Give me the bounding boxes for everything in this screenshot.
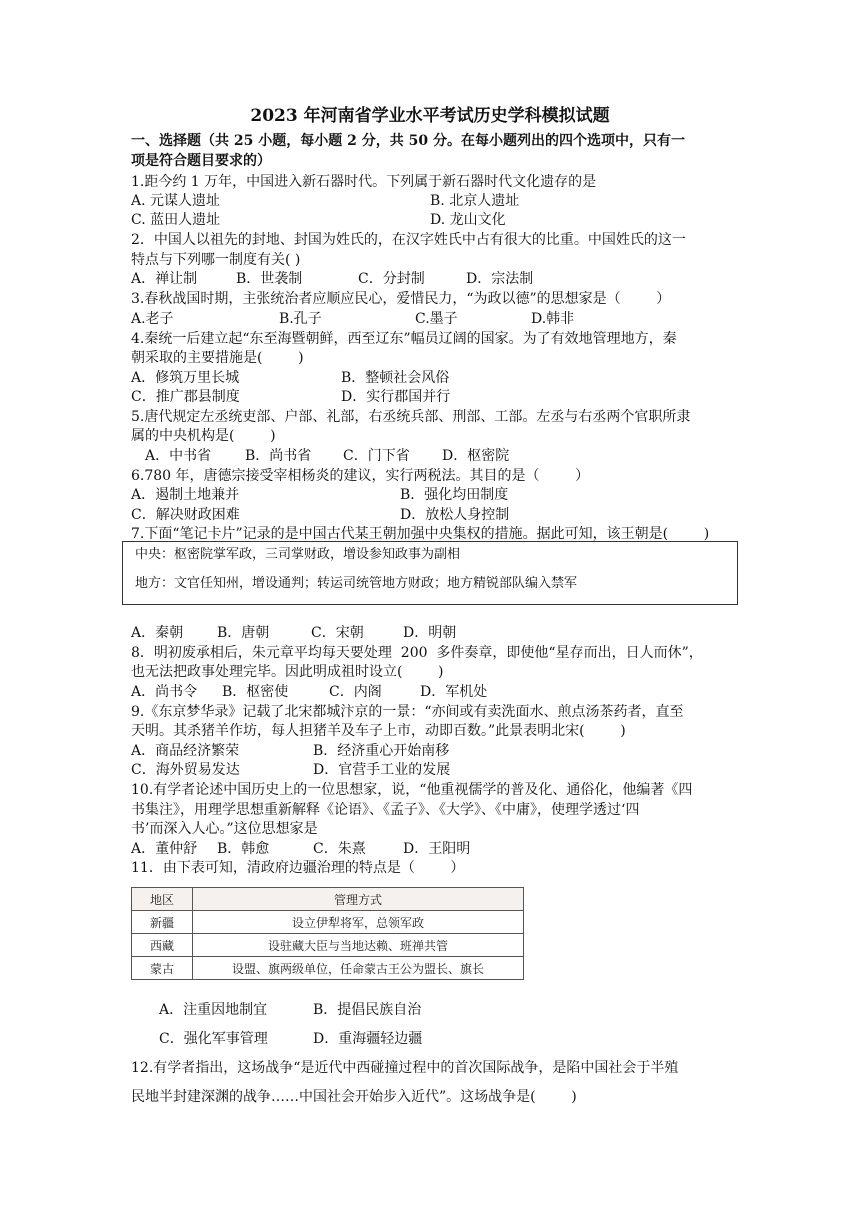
q4-option-a: A．修筑万里长城: [131, 370, 240, 386]
q4-option-b: B．整顿社会风俗: [341, 370, 450, 386]
q3-option-c: C.墨子: [415, 311, 458, 327]
table-header-region: 地区: [132, 888, 193, 911]
q5-option-a: A．中书省: [145, 448, 212, 464]
q4-option-d: D．实行郡国并行: [341, 389, 451, 405]
q9-option-d: D．官营手工业的发展: [313, 762, 451, 778]
q3-option-b: B.孔子: [279, 311, 322, 327]
q7-stem: 7.下面“笔记卡片”记录的是中国古代某王朝加强中央集权的措施。据此可知，该王朝是( ): [131, 526, 710, 542]
q12-stem-line2: 民地半封建深渊的战争……中国社会开始步入近代”。这场战争是( ): [131, 1089, 577, 1105]
q6-option-d: D．放松人身控制: [400, 507, 510, 523]
q8-option-a: A．尚书令: [131, 684, 198, 700]
q9-option-a: A．商品经济繁荣: [131, 743, 240, 759]
table-cell-region: 西藏: [132, 934, 193, 957]
q1-option-d: D. 龙山文化: [430, 212, 506, 228]
q11-option-a: A．注重因地制宜: [159, 1002, 268, 1018]
q11-option-c: C．强化军事管理: [159, 1031, 268, 1047]
q12-stem-line1: 12.有学者指出，这场战争“是近代中西碰撞过程中的首次国际战争，是陷中国社会于半殖: [131, 1060, 679, 1076]
q4-stem-line2: 朝采取的主要措施是( ): [131, 350, 304, 366]
q6-option-a: A．遏制土地兼并: [131, 487, 240, 503]
q2-stem-line1: 2．中国人以祖先的封地、封国为姓氏的，在汉字姓氏中占有很大的比重。中国姓氏的这一: [131, 232, 686, 248]
q4-stem-line1: 4.秦统一后建立起“东至海暨朝鲜，西至辽东”幅员辽阔的国家。为了有效地管理地方，秦: [131, 331, 677, 347]
section-heading-line2: 项是符合题目要求的）: [131, 153, 271, 169]
q1-option-c: C. 蓝田人遗址: [131, 212, 221, 228]
q2-option-a: A．禅让制: [131, 271, 198, 287]
table-cell-region: 蒙古: [132, 957, 193, 980]
q8-option-d: D．军机处: [420, 684, 488, 700]
q2-option-c: C．分封制: [358, 271, 425, 287]
q7-card-central: 中央：枢密院掌军政，三司掌财政，增设参知政事为副相: [135, 547, 461, 562]
q5-stem-line1: 5.唐代规定左丞统吏部、户部、礼部，右丞统兵部、刑部、工部。左丞与右丞两个官职所隶: [131, 409, 691, 425]
q2-option-d: D．宗法制: [466, 271, 534, 287]
q1-option-b: B. 北京人遗址: [430, 193, 520, 209]
q11-governance-table: [131, 887, 524, 980]
exam-title: 2023 年河南省学业水平考试历史学科模拟试题: [250, 106, 610, 126]
q3-option-d: D.韩非: [531, 311, 575, 327]
q9-stem-line1: 9.《东京梦华录》记载了北宋都城汴京的一景：“亦间或有卖洗面水、煎点汤茶药者，直至: [131, 704, 684, 720]
q7-option-d: D．明朝: [403, 625, 457, 641]
q3-option-a: A.老子: [131, 311, 174, 327]
table-cell-method: 设立伊犁将军，总领军政: [193, 911, 524, 934]
q2-option-b: B．世袭制: [236, 271, 303, 287]
q7-option-b: B．唐朝: [217, 625, 270, 641]
table-row: [132, 957, 524, 980]
table-cell-method: 设驻藏大臣与当地达赖、班禅共管: [193, 934, 524, 957]
table-header-row: [132, 888, 524, 911]
q9-stem-line2: 天明。其杀猪羊作坊，每人担猪羊及车子上市，动即百数。”此景表明北宋( ): [131, 723, 626, 739]
q5-option-d: D．枢密院: [442, 448, 510, 464]
q10-option-b: B．韩愈: [217, 841, 270, 857]
q7-option-c: C．宋朝: [311, 625, 364, 641]
q5-stem-line2: 属的中央机构是( ): [131, 428, 276, 444]
q9-option-c: C．海外贸易发达: [131, 762, 240, 778]
table-row: [132, 911, 524, 934]
q11-stem: 11．由下表可知，清政府边疆治理的特点是（ ）: [131, 860, 465, 876]
q10-stem-line1: 10.有学者论述中国历史上的一位思想家，说，“他重视儒学的普及化、通俗化，他编著《四: [131, 782, 693, 798]
table-row: [132, 934, 524, 957]
q10-option-c: C．朱熹: [313, 841, 366, 857]
q11-option-b: B．提倡民族自治: [313, 1002, 422, 1018]
q9-option-b: B．经济重心开始南移: [313, 743, 450, 759]
q3-stem: 3.春秋战国时期，主张统治者应顺应民心，爱惜民力，“为政以德”的思想家是（ ）: [131, 291, 671, 307]
q8-option-b: B．枢密使: [222, 684, 289, 700]
q8-stem-line2: 也无法把政事处理完毕。因此明成祖时设立( ): [131, 664, 444, 680]
q6-option-c: C．解决财政困难: [131, 507, 240, 523]
q1-option-a: A. 元谋人遗址: [131, 193, 221, 209]
q10-stem-line3: 书’而深入人心。”这位思想家是: [131, 821, 318, 837]
q11-option-d: D．重海疆轻边疆: [313, 1031, 423, 1047]
table-cell-method: 设盟、旗两级单位，任命蒙古王公为盟长、旗长: [193, 957, 524, 980]
q2-stem-line2: 特点与下列哪一制度有关( ): [131, 252, 301, 268]
q4-option-c: C．推广郡县制度: [131, 389, 240, 405]
q6-option-b: B．强化均田制度: [400, 487, 509, 503]
q10-option-a: A．董仲舒: [131, 841, 198, 857]
q7-card-local: 地方：文官任知州，增设通判；转运司统管地方财政；地方精锐部队编入禁军: [135, 576, 578, 591]
table-cell-region: 新疆: [132, 911, 193, 934]
q8-option-c: C．内阁: [329, 684, 382, 700]
q5-option-b: B．尚书省: [245, 448, 312, 464]
q8-stem-line1: 8．明初废承相后，朱元章平均每天要处理 200 多件奏章，即使他“星存而出，日人而休”，: [131, 645, 703, 661]
table-header-method: 管理方式: [193, 888, 524, 911]
q7-option-a: A．秦朝: [131, 625, 184, 641]
q10-option-d: D．王阳明: [403, 841, 471, 857]
q5-option-c: C．门下省: [343, 448, 410, 464]
q6-stem: 6.780 年，唐德宗接受宰相杨炎的建议，实行两税法。其目的是（ ）: [131, 468, 590, 484]
section-heading-line1: 一、选择题（共 25 小题，每小题 2 分，共 50 分。在每小题列出的四个选项中，只有一: [131, 133, 685, 149]
q1-stem: 1.距今约 1 万年，中国进入新石器时代。下列属于新石器时代文化遗存的是: [131, 174, 597, 190]
q10-stem-line2: 书集注》，用理学思想重新解释《论语》、《孟子》、《大学》、《中庸》，使理学透过‘四: [131, 802, 640, 818]
q7-note-card: [122, 541, 738, 605]
